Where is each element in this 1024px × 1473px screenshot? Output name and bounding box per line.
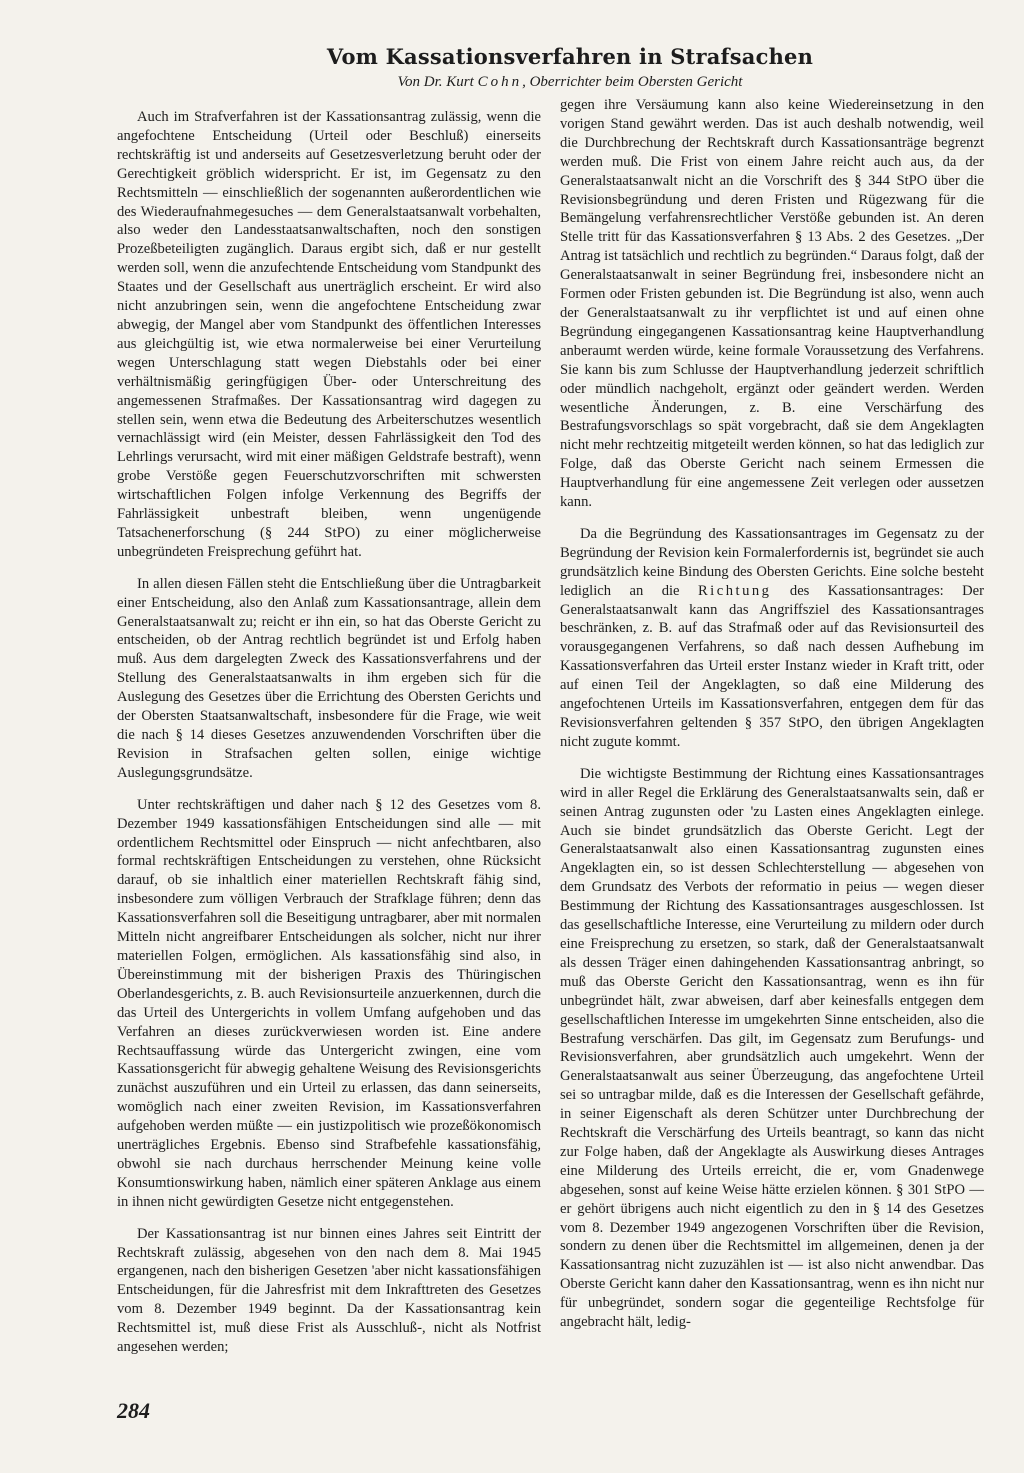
paragraph: Der Kassationsantrag ist nur binnen eines Jahres seit Eintritt der Rechtskraft zulässig, abgesehen von den nach dem 8. Mai 1945 ergangenen, nach den bisherigen Gesetzen 'aber nicht kassationsfähigen Entscheidungen, für die Jahresfrist mit dem Inkrafttreten des Gesetzes vom 8. Dezember 1949 beginnt. Da der Kassationsantrag kein Rechtsmittel ist, muß diese Frist als Ausschluß-, nicht als Notfrist angesehen werden; — [117, 1225, 541, 1356]
emphasized-word: Richtung — [697, 582, 772, 599]
article-byline — [120, 74, 1020, 91]
paragraph: In allen diesen Fällen steht die Entschließung über die Untragbarkeit einer Entscheidung, also den Anlaß zum Kassationsantrage, allein dem Generalstaatsanwalt zu; reicht er ihn ein, so hat das Oberste Gericht zu entscheiden, ob der Antrag rechtlich begründet ist und Erfolg haben muß. Aus dem dargelegten Zweck des Kassationsverfahrens und der Stellung des Generalstaatsanwalts in ihm ergeben sich für die Auslegung des Gesetzes über die Errichtung des Obersten Gerichts und der Obersten Staatsanwaltschaft, insbesondere für die Frage, wie weit die nach § 14 dieses Gesetzes anzuwendenden Vorschriften über die Revision in Strafsachen gelten sollen, einige wichtige Auslegungsgrundsätze. — [117, 575, 541, 781]
paragraph — [560, 525, 984, 752]
article-title: Vom Kassationsverfahren in Strafsachen — [326, 44, 814, 69]
paragraph-text: des Kassationsantrages: Der Generalstaatsanwalt kann das Angriffsziel des Kassationsantrages beschränken, z. B. auf das Strafmaß oder auf das Revisionsurteil des vorausgegangenen Verfahrens, so daß nach dessen Aufhebung im Kassationsverfahren das Urteil erster Instanz wieder in Kraft tritt, oder auf einen Teil der Angeklagten, so daß eine Milderung des angefochtenen Urteils im Kassationsverfahren, entgegen dem für das Revisionsverfahren geltenden § 357 StPO, den übrigen Angeklagten nicht zugute kommt. — [560, 582, 984, 750]
paragraph: Auch im Strafverfahren ist der Kassationsantrag zulässig, wenn die angefochtene Entscheidung (Urteil oder Beschluß) einerseits rechtskräftig ist und anderseits auf Gesetzesverletzung beruht oder der Gerechtigkeit gröblich widerspricht. Er ist, im Gegensatz zu den Rechtsmitteln — einschließlich der sogenannten außerordentlichen wie des Wiederaufnahmegesuches — dem Generalstaatsanwalt vorbehalten, also weder den Landesstaatsanwaltschaften, noch den sonstigen Prozeßbeteiligten zugänglich. Daraus ergibt sich, daß er nur gestellt werden soll, wenn die anzufechtende Entscheidung vom Standpunkt des Staates und der Gesellschaft aus unerträglich erscheint. Er wird also nicht anzubringen sein, wenn die angefochtene Entscheidung zwar abwegig, der Mangel aber vom Standpunkt des öffentlichen Interesses aus gleichgültig ist, wie etwa normalerweise bei einer Verurteilung wegen Unterschlagung statt wegen Diebstahls oder bei einer verhältnismäßig geringfügigen Über- oder Unterschreitung des angemessenen Strafmaßes. Der Kassationsantrag wird dagegen zu stellen sein, wenn etwa die Bedeutung des Arbeiterschutzes wesentlich vernachlässigt wird (ein Meister, dessen Fahrlässigkeit den Tod des Lehrlings verursacht, wird mit einer mäßigen Geldstrafe bestraft), wenn grobe Verstöße gegen Feuerschutzvorschriften mit schwersten wirtschaftlichen Folgen infolge Verkennung des Begriffs der Fahrlässigkeit unbestraft bleiben, wenn ungenügende Tatsachenerforschung (§ 244 StPO) zu einer möglicherweise unbegründeten Freisprechung geführt hat. — [117, 109, 541, 560]
right-column — [560, 96, 984, 1386]
byline-prefix: Von Dr. Kurt — [397, 74, 478, 90]
paragraph-continued: gegen ihre Versäumung kann also keine Wiedereinsetzung in den vorigen Stand gewährt werden. Das ist auch deshalb notwendig, weil die Durchbrechung der Rechtskraft durch Kassationsanträge begrenzt werden muß. Die Frist von einem Jahre reicht auch aus, da der Generalstaatsanwalt nicht an die Vorschrift des § 344 StPO über die Revisionsbegründung und deren Fristen und Rügezwang für die Bemängelung verfahrensrechtlicher Verstöße gebunden ist. An deren Stelle tritt für das Kassationsverfahren § 13 Abs. 2 des Gesetzes. „Der Antrag ist tatsächlich und rechtlich zu begründen.“ Daraus folgt, daß der Generalstaatsanwalt in seiner Begründung frei, insbesondere nicht an Formen oder Fristen gebunden ist. Die Begründung ist also, wenn auch der Generalstaatsanwalt zu ihr verpflichtet ist und auf einen ohne Begründung eingegangenen Kassationsantrag keine Hauptverhandlung anberaumt werden würde, keine formale Voraussetzung des Verfahrens. Sie kann bis zum Schlusse der Hauptverhandlung jederzeit schriftlich oder mündlich nachgeholt, ergänzt oder geändert werden. Werden wesentliche Änderungen, z. B. eine Verschärfung des Bestrafungsvorschlags so spät vorgebracht, daß sie dem Angeklagten nicht mehr rechtzeitig mitgeteilt werden können, so hat das lediglich zur Folge, daß das Oberste Gericht nach seinem Ermessen die Hauptverhandlung für eine angemessene Zeit verlegen oder aussetzen kann. — [560, 97, 984, 511]
paragraph: Die wichtigste Bestimmung der Richtung eines Kassationsantrages wird in aller Regel die Erklärung des Generalstaatsanwalts sein, daß er seinen Antrag zugunsten oder 'zu Lasten eines Angeklagten einlege. Auch sie bindet grundsätzlich das Oberste Gericht. Legt der Generalstaatsanwalt also einen Kassationsantrag zugunsten eines Angeklagten ein, so ist dessen Schlechterstellung — abgesehen von dem Grundsatz des Verbots der reformatio in peius — wegen dieser Bestimmung der Richtung des Kassationsantrages ausgeschlossen. Ist das gesellschaftliche Interesse, eine Verurteilung zu mildern oder durch eine Freisprechung zu ersetzen, so stark, daß der Generalstaatsanwalt als dessen Träger einen dahingehenden Kassationsantrag anbringt, so muß das Oberste Gericht den Kassationsantrag, wenn es ihn für unbegründet hält, zwar abweisen, darf aber keinesfalls entgegen dem gesellschaftlichen Interesse im umgekehrten Sinne entscheiden, also die Bestrafung verschärfen. Das gilt, im Gegensatz zum Berufungs- und Revisionsverfahren, aber grundsätzlich auch umgekehrt. Wenn der Generalstaatsanwalt aus seiner Überzeugung, das angefochtene Urteil sei so untragbar milde, daß es die Interessen der Gesellschaft gefährde, in seiner Eigenschaft als deren Schützer unter Durchbrechung der Rechtskraft die Verschärfung des Urteils beantragt, so kann das nicht zur Folge haben, daß der Angeklagte als Auswirkung dieses Antrages eine Milderung des Urteils erreicht, die er, vom Gnadenwege abgesehen, sonst auf keine Weise hätte erzielen können. § 301 StPO — er gehört übrigens auch nicht eigentlich zu den in § 14 des Gesetzes vom 8. Dezember 1949 angezogenen Vorschriften über die Revision, sondern zu denen über die Rechtsmittel im allgemeinen, denen ja der Kassationsantrag nicht zuzuzählen ist — ist also nicht anwendbar. Das Oberste Gericht kann daher den Kassationsantrag, wenn es ihn nicht nur für unbegründet, sondern sogar die gegenteilige Rechtsfolge für angebracht hält, ledig- — [560, 765, 984, 1331]
paragraph-text: Da die Begründung des Kassationsantrages im Gegensatz zu der Begründung der Revision kein Formalerfordernis ist, begründet sie auch grundsätzlich keine Bindung des Obersten Gerichts. Eine solche besteht lediglich an die — [560, 525, 984, 599]
paragraph: Unter rechtskräftigen und daher nach § 12 des Gesetzes vom 8. Dezember 1949 kassationsfähigen Entscheidungen sind alle — mit ordentlichem Rechtsmittel oder Einspruch — nicht anfechtbaren, also formal rechtskräftigen Entscheidungen zu verstehen, ohne Rücksicht darauf, ob sie inhaltlich einer materiellen Rechtskraft fähig sind, insbesondere zum völligen Verbrauch der Strafklage führen; denn das Kassationsverfahren soll die Beseitigung untragbarer, aber mit normalen Mitteln nicht angreifbarer Entscheidungen als solcher, nicht nur ihrer materiellen Folgen, ermöglichen. Als kassationsfähig sind also, in Übereinstimmung mit der bisherigen Praxis des Thüringischen Oberlandesgerichts, z. B. auch Revisionsurteile anzuerkennen, durch die das Urteil des Untergerichts in vollem Umfang aufgehoben und das Verfahren an dieses zurückverwiesen worden ist. Eine andere Rechtsauffassung würde das Untergericht zwingen, eine vom Kassationsgericht für abwegig gehaltene Weisung des Revisionsgerichts zunächst auszuführen und ein Urteil zu erlassen, das dann seinerseits, womöglich nach einer zweiten Revision, im Kassationsverfahren aufgehoben werden müßte — ein justizpolitisch wie prozeßökonomisch unerträgliches Ergebnis. Ebenso sind Strafbefehle kassationsfähig, obwohl sie nach durchaus herrschender Meinung keine volle Konsumtionswirkung haben, nämlich einer späteren Anklage aus einem in ihnen nicht gewürdigten Gesetze nicht entgegenstehen. — [117, 796, 541, 1210]
page-number: 284 — [117, 1398, 150, 1423]
byline-suffix: , Oberrichter beim Obersten Gericht — [522, 74, 743, 90]
byline-author-name: Cohn — [477, 74, 523, 90]
left-column — [117, 108, 541, 1398]
